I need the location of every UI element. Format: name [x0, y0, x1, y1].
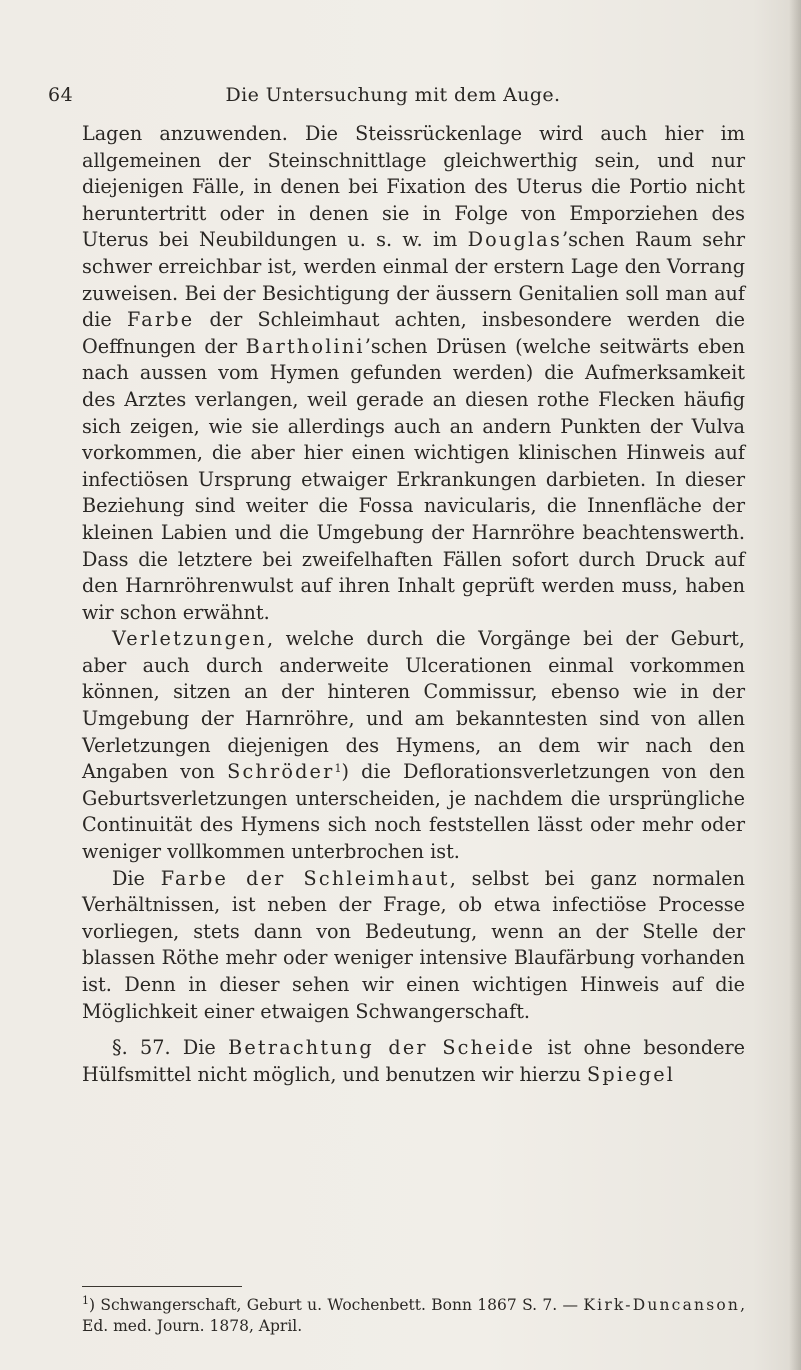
body-text — [82, 121, 745, 1088]
text-run: , selbst bei ganz normalen Verhältnissen, ist neben der Frage, ob etwa infectiöse Processe vorliegen, stets dann von Bedeutung, wenn an der Stelle der blassen Röthe mehr oder weniger intensive Blaufärbung vorhanden ist. Denn in dieser sehen wir einen wichtigen Hinweis auf die Möglichkeit einer etwaigen Schwangerschaft. — [82, 866, 745, 1023]
text-run: der Schleimhaut achten, insbesondere werden die Oeffnungen der — [82, 308, 746, 358]
paragraph-1 — [82, 121, 745, 626]
spaced-name-douglas: Douglas — [467, 228, 562, 252]
paragraph-3 — [82, 866, 745, 1026]
text-run: §. 57. Die — [112, 1036, 229, 1060]
footnote-divider — [82, 1286, 242, 1287]
text-run: ) die Deflorationsverletzungen von den Geburtsverletzungen unterscheiden, je nachdem die ursprüngliche Continuität des Hymens sich noch feststellen lässt oder mehr oder weniger vollkommen unterbrochen ist. — [82, 760, 745, 864]
page-edge-shadow — [789, 0, 801, 1370]
paragraph-2 — [82, 626, 745, 865]
text-run: , Ed. med. Journ. 1878, April. — [82, 1296, 745, 1335]
paragraph-section-57 — [82, 1035, 745, 1088]
spaced-term-verletzungen: Verletzungen — [112, 627, 268, 651]
spaced-term-farbe-der-schleimhaut: Farbe der Schleimhaut — [160, 866, 450, 890]
page-header — [48, 84, 738, 114]
footnote-reference[interactable]: 1 — [334, 762, 342, 776]
text-run: , welche durch die Vorgänge bei der Geburt, aber auch durch anderweite Ulcerationen einmal vorkommen können, sitzen an der hinteren Commissur, ebenso wie in der Umgebung der Harnröhre, und am bekanntesten sind von allen Verletzungen diejenigen des Hymens, an dem wir nach den Angaben von — [82, 627, 745, 784]
text-run: ) Schwangerschaft, Geburt u. Wochenbett. Bonn 1867 S. 7. — — [89, 1296, 584, 1314]
spaced-term-farbe: Farbe — [127, 308, 195, 332]
text-run: ist ohne besondere Hülfsmittel nicht möglich, und benutzen wir hierzu — [82, 1036, 745, 1086]
spaced-name-kirk-duncanson: Kirk-Duncanson — [583, 1296, 741, 1314]
footnote — [82, 1295, 745, 1337]
page-number: 64 — [48, 84, 74, 106]
text-run: Die — [112, 866, 161, 890]
spaced-term-betrachtung-der-scheide: Betrachtung der Scheide — [228, 1036, 536, 1060]
text-run: Lagen anzuwenden. Die Steissrückenlage wird auch hier im allgemeinen der Steinschnittlage gleichwerthig sein, und nur diejenigen Fälle, in denen bei Fixation des Uterus die Portio nicht heruntertritt oder in denen sie in Folge von Emporziehen des Uterus bei Neubildungen u. s. w. im — [82, 122, 745, 252]
spaced-term-spiegel: Spiegel — [587, 1062, 676, 1086]
text-run: ’schen Drüsen (welche seitwärts eben nach aussen vom Hymen gefunden werden) die Aufmerksamkeit des Arztes verlangen, weil gerade an diesen rothe Flecken häufig sich zeigen, wie sie allerdings auch an andern Punkten der Vulva vorkommen, die aber hier einen wichtigen klinischen Hinweis auf infectiösen Ursprung etwaiger Erkrankungen darbieten. In dieser Beziehung sind weiter die Fossa navicularis, die Innenfläche der kleinen Labien und die Umgebung der Harnröhre beachtenswerth. Dass die letztere bei zweifelhaften Fällen sofort durch Druck auf den Harnröhrenwulst auf ihren Inhalt geprüft werden muss, haben wir schon erwähnt. — [82, 334, 746, 624]
running-title: Die Untersuchung mit dem Auge. — [225, 84, 561, 106]
spaced-name-bartholini: Bartholini — [245, 334, 365, 358]
footnote-marker: 1 — [82, 1294, 89, 1307]
spaced-name-schroeder: Schröder — [227, 760, 335, 784]
text-run: ’schen Raum sehr schwer erreichbar ist, werden einmal der erstern Lage den Vorrang zuweisen. Bei der Besichtigung der äussern Genitalien soll man auf die — [82, 228, 745, 332]
